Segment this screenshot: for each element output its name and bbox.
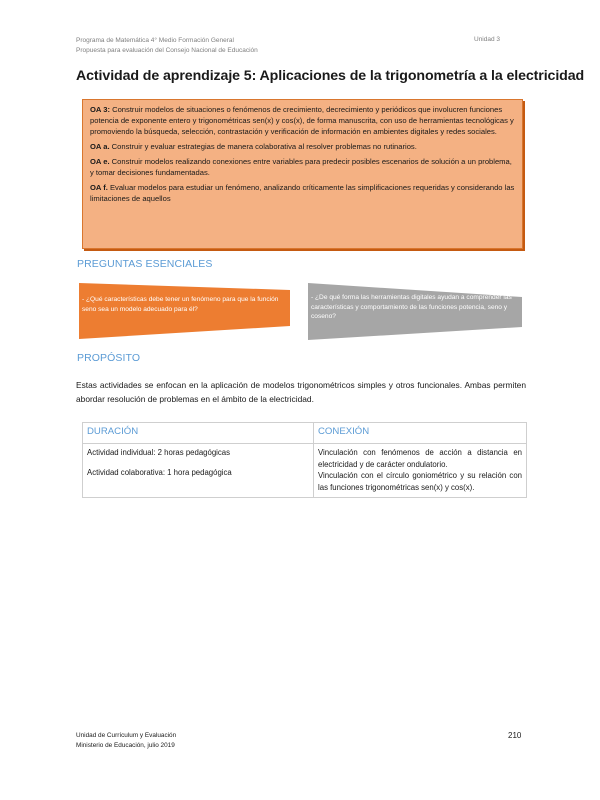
objectives-box (82, 99, 523, 249)
objective-oa-a (90, 141, 516, 152)
footer-unit: Unidad de Currículum y Evaluación (76, 732, 177, 739)
duration-connection-table (82, 422, 527, 498)
footer-ministry: Ministerio de Educación, julio 2019 (76, 742, 175, 749)
purpose-heading: PROPÓSITO (77, 352, 141, 364)
connection-item-1: Vinculación con fenómenos de acción a distancia en electricidad y de carácter ondulatorio. (318, 448, 522, 469)
connection-cell (314, 444, 527, 498)
objective-code: OA f. (90, 183, 108, 192)
objective-code: OA a. (90, 142, 110, 151)
objective-code: OA e. (90, 157, 110, 166)
question-banner-1 (79, 283, 291, 340)
page-footer (76, 731, 176, 751)
page-title: Actividad de aprendizaje 5: Aplicaciones de la trigonometría a la electricidad (76, 68, 585, 84)
objective-code: OA 3: (90, 105, 110, 114)
connection-item-2: Vinculación con el círculo goniométrico y su relación con las funciones trigonométricas sen(x) y cos(x). (318, 471, 522, 493)
purpose-text: Estas actividades se enfocan en la aplicación de modelos trigonométricos simples y otros funcionales. Ambas permiten abordar resolución de problemas en el ámbito de la electricidad. (76, 380, 526, 404)
question-2-text: - ¿De qué forma las herramientas digitales ayudan a comprender las características y comportamiento de las funciones potencia, seno y coseno? (311, 294, 512, 320)
question-banner-2 (308, 283, 523, 340)
duration-individual: Actividad individual: 2 horas pedagógicas (87, 448, 231, 457)
essential-questions-heading: PREGUNTAS ESENCIALES (77, 258, 213, 270)
objective-oa-f (90, 182, 516, 204)
header-program: Programa de Matemática 4° Medio Formación General (76, 37, 234, 44)
duration-cell (83, 444, 314, 498)
objective-text: Construir y evaluar estrategias de manera colaborativa al resolver problemas no rutinarios. (109, 142, 417, 151)
objective-text: Construir modelos realizando conexiones entre variables para predecir posibles escenarios de solución a un problema, y tomar decisiones fundamentadas. (90, 157, 512, 177)
duration-header: DURACIÓN (83, 423, 314, 444)
objective-text: Evaluar modelos para estudiar un fenómeno, analizando críticamente las simplificaciones requeridas y considerando las limitaciones de aquellos (90, 183, 515, 203)
header-unit: Unidad 3 (474, 36, 501, 43)
page-header (76, 36, 258, 56)
header-proposal: Propuesta para evaluación del Consejo Nacional de Educación (76, 47, 258, 54)
objective-oa-e (90, 156, 516, 178)
objective-oa3 (90, 104, 516, 137)
connection-header: CONEXIÓN (314, 423, 527, 444)
page-number: 210 (508, 731, 522, 740)
duration-collaborative: Actividad colaborativa: 1 hora pedagógica (87, 467, 232, 477)
question-1-text: - ¿Qué características debe tener un fenómeno para que la función seno sea un modelo adecuado para él? (82, 296, 279, 313)
objective-text: Construir modelos de situaciones o fenómenos de crecimiento, decrecimiento y periódicos que involucren funciones potencia de exponente entero y trigonométricas sen(x) y cos(x), de forma manuscrita, con uso de herramientas tecnológicas y promoviendo la búsqueda, selección, contrastación y verificación de información en ambientes digitales y redes sociales. (90, 105, 514, 136)
